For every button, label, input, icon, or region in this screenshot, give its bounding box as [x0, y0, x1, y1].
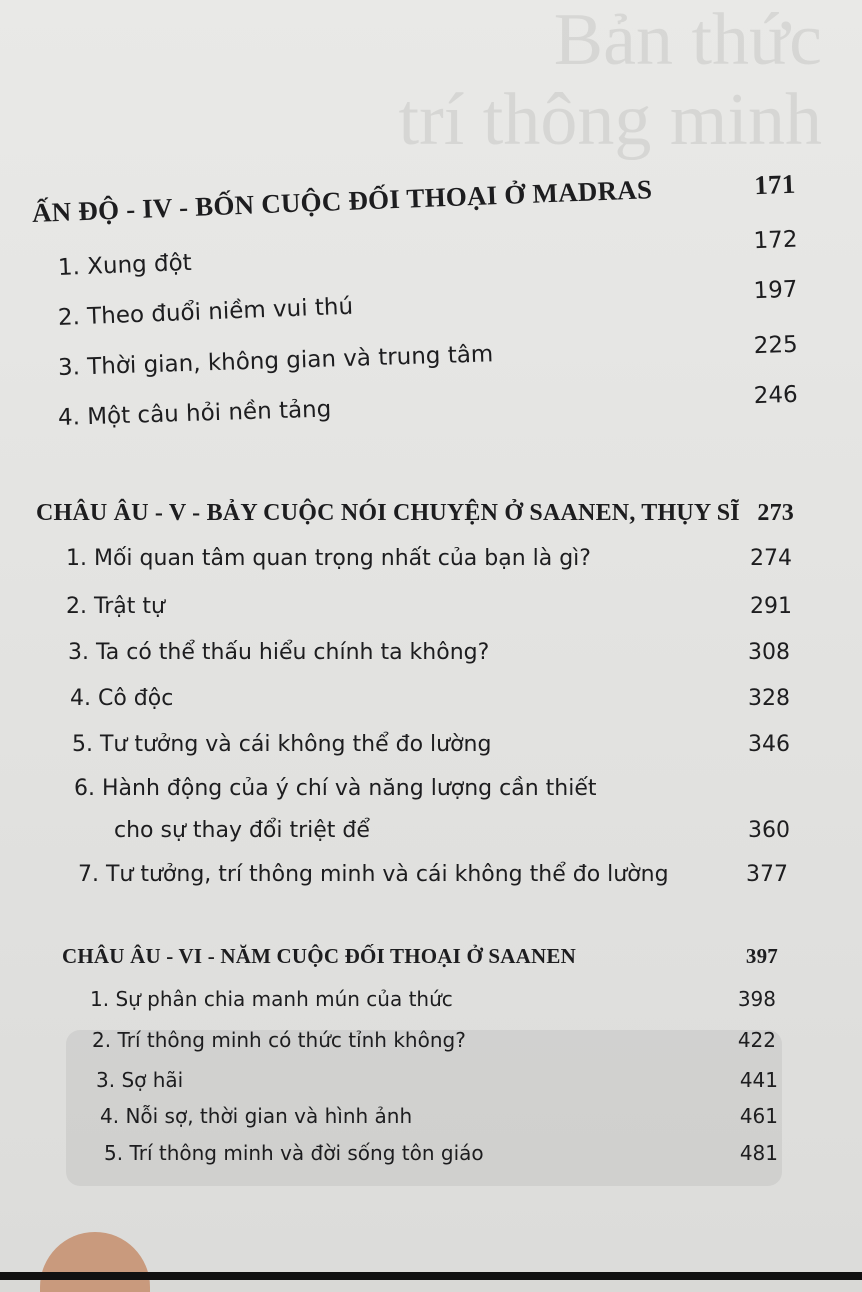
toc-entry: [58, 382, 798, 431]
section-page-number: 171: [753, 168, 796, 201]
toc-entry: [104, 1141, 778, 1165]
toc-entry: [90, 987, 776, 1011]
toc-entry: [66, 594, 792, 619]
entry-label: 3. Sợ hãi: [96, 1068, 184, 1092]
section-title: ẤN ĐỘ - IV - BỐN CUỘC ĐỐI THOẠI Ở MADRAS: [31, 174, 653, 228]
entry-page-number: 246: [753, 381, 799, 410]
entry-page-number: 360: [748, 818, 790, 843]
toc-entry: [70, 686, 790, 711]
entry-page-number: 197: [753, 276, 798, 305]
entry-page-number: 441: [739, 1068, 778, 1092]
toc-entry: [72, 732, 790, 757]
show-through-text: Bản thức trí thông minh: [398, 0, 822, 161]
entry-page-number: 422: [737, 1028, 776, 1052]
toc-entry: [68, 640, 790, 665]
toc-entry: [58, 227, 798, 281]
section-page-number: 397: [745, 944, 778, 968]
toc-entry: [58, 332, 798, 381]
section-heading: [36, 500, 794, 527]
entry-label: 4. Nỗi sợ, thời gian và hình ảnh: [100, 1104, 413, 1128]
entry-page-number: 291: [750, 594, 792, 619]
entry-label: 2. Theo đuổi niềm vui thú: [57, 293, 354, 331]
finger: [40, 1232, 150, 1292]
entry-label: 6. Hành động của ý chí và năng lượng cần thiết: [74, 776, 597, 801]
section-title: CHÂU ÂU - VI - NĂM CUỘC ĐỐI THOẠI Ở SAANEN: [62, 944, 576, 968]
entry-page-number: 481: [739, 1141, 778, 1165]
entry-label: 3. Ta có thể thấu hiểu chính ta không?: [68, 640, 490, 665]
section-heading: [31, 169, 796, 229]
section-page-number: 273: [757, 500, 794, 526]
toc-entry: [96, 1068, 778, 1092]
toc-entry: [74, 776, 790, 801]
entry-page-number: 461: [739, 1104, 778, 1128]
entry-label: 4. Cô độc: [70, 686, 174, 711]
entry-label: 2. Trật tự: [66, 594, 165, 619]
entry-page-number: 274: [750, 546, 792, 571]
entry-page-number: 172: [753, 226, 798, 255]
entry-page-number: 225: [753, 331, 799, 360]
entry-page-number: 308: [748, 640, 790, 665]
toc-entry: [100, 1104, 778, 1128]
entry-label: 1. Xung đột: [57, 249, 193, 281]
entry-label: 5. Trí thông minh và đời sống tôn giáo: [104, 1141, 484, 1165]
toc-entry: [58, 277, 798, 331]
entry-page-number: 346: [748, 732, 790, 757]
entry-label: 5. Tư tưởng và cái không thể đo lường: [72, 732, 492, 757]
entry-label: cho sự thay đổi triệt để: [114, 818, 370, 843]
page-edge-shadow: [0, 1272, 862, 1280]
toc-entry: [114, 818, 790, 843]
entry-page-number: 328: [748, 686, 790, 711]
toc-entry: [92, 1028, 776, 1052]
section-heading: [62, 944, 778, 969]
entry-label: 1. Mối quan tâm quan trọng nhất của bạn là gì?: [66, 546, 591, 571]
entry-label: 2. Trí thông minh có thức tỉnh không?: [92, 1028, 466, 1052]
entry-page-number: 377: [746, 862, 788, 887]
entry-label: 7. Tư tưởng, trí thông minh và cái không thể đo lường: [78, 862, 669, 887]
toc-entry: [66, 546, 792, 571]
section-title: CHÂU ÂU - V - BẢY CUỘC NÓI CHUYỆN Ở SAANEN, THỤY SĨ: [36, 500, 740, 526]
entry-page-number: 398: [737, 987, 776, 1011]
entry-label: 1. Sự phân chia manh mún của thức: [90, 987, 453, 1011]
entry-label: 3. Thời gian, không gian và trung tâm: [57, 341, 494, 381]
toc-entry: [78, 862, 788, 887]
entry-label: 4. Một câu hỏi nền tảng: [57, 396, 332, 431]
